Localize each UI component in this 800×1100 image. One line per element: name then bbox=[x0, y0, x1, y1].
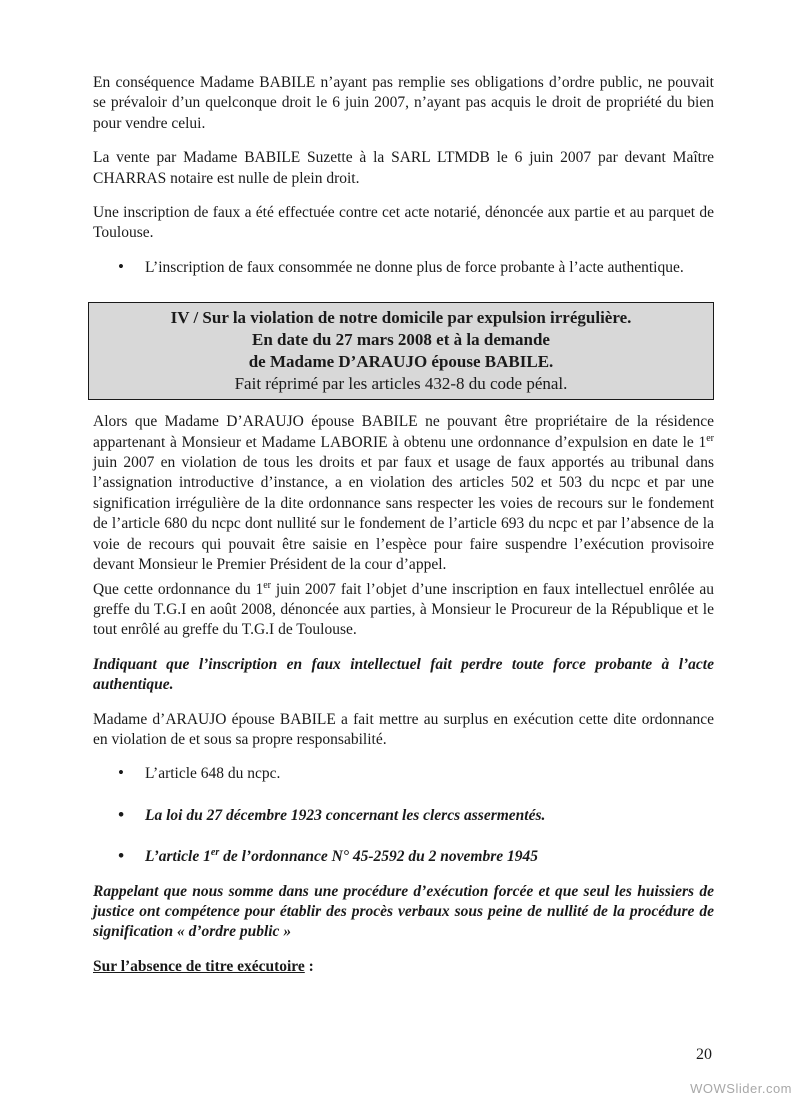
paragraph-alors-que bbox=[93, 412, 714, 575]
bullet-ordonnance-text: L’article 1 bbox=[145, 848, 211, 866]
bullet-item-ordonnance-1945 bbox=[118, 847, 714, 867]
bullet-item-force-probante: • L’inscription de faux consommée ne donne plus de force probante à l’acte authentique. bbox=[118, 258, 714, 278]
ordinal-superscript: er bbox=[706, 432, 714, 444]
section-heading-box bbox=[88, 302, 714, 400]
paragraph-madame-daraujo: Madame d’ARAUJO épouse BABILE a fait mettre au surplus en exécution cette dite ordonnance en violation de et sous sa propre responsabilité. bbox=[93, 710, 714, 748]
section-title-absence-titre bbox=[93, 957, 714, 977]
paragraph-alors-que-text-rest: juin 2007 en violation de tous les droits et par faux et usage de faux apportés au tribunal dans l’assignation introductive d’instance, a en violation des articles 502 et 503 du ncpc et par une signification irrégulière de la dite ordonnance sans respecter les voies de recours sur le fondement de l’article 680 du ncpc dont nullité sur le fondement de l’article 693 du ncpc et par l’absence de la voie de recours qui pouvait être saisie en l’espèce pour faire suspendre l’exécution provisoire devant Monsieur le Premier Président de la cour d’appel. bbox=[93, 454, 714, 574]
box-title-line-1: IV / Sur la violation de notre domicile par expulsion irrégulière. bbox=[170, 308, 632, 328]
paragraph-indiquant: Indiquant que l’inscription en faux intellectuel fait perdre toute force probante à l’acte authentique. bbox=[93, 655, 714, 694]
paragraph-vente: La vente par Madame BABILE Suzette à la SARL LTMDB le 6 juin 2007 par devant Maître CHARRAS notaire est nulle de plein droit. bbox=[93, 149, 714, 187]
bullet-item-loi-1923: • La loi du 27 décembre 1923 concernant les clercs assermentés. bbox=[118, 806, 714, 826]
section-title-underlined-text: Sur l’absence de titre exécutoire bbox=[93, 957, 305, 975]
ordinal-superscript: er bbox=[210, 847, 220, 858]
box-title-line-2: En date du 27 mars 2008 et à la demande bbox=[252, 330, 550, 350]
paragraph-que-cette-ordonnance bbox=[93, 580, 714, 641]
page-number: 20 bbox=[696, 1046, 712, 1063]
bullet-list-1 bbox=[93, 258, 714, 278]
document-body bbox=[93, 73, 714, 993]
paragraph-ordonnance-text: Que cette ordonnance du 1 bbox=[93, 580, 264, 598]
paragraph-consequence: En conséquence Madame BABILE n’ayant pas remplie ses obligations d’ordre public, ne pouvait se prévaloir d’un quelconque droit le 6 juin 2007, n’ayant pas acquis le droit de propriété du bien pour vendre celui. bbox=[93, 74, 714, 132]
paragraph-rappelant: Rappelant que nous somme dans une procédure d’exécution forcée et que seul les huissiers de justice ont compétence pour établir des procès verbaux sous peine de nullité de la procédure de signification « d’ordre public » bbox=[93, 882, 714, 941]
bullet-item-article-648: • L’article 648 du ncpc. bbox=[118, 764, 714, 784]
ordinal-superscript: er bbox=[263, 579, 272, 591]
bullet-ordonnance-text-rest: de l’ordonnance N° 45-2592 du 2 novembre 1945 bbox=[219, 848, 538, 866]
watermark-wowslider: WOWSlider.com bbox=[690, 1081, 792, 1096]
bullet-list-2 bbox=[93, 764, 714, 867]
box-title-line-3: de Madame D’ARAUJO épouse BABILE. bbox=[248, 352, 554, 372]
paragraph-alors-que-text: Alors que Madame D’ARAUJO épouse BABILE ne pouvant être propriétaire de la résidence appartenant à Monsieur et Madame LABORIE à obtenu une ordonnance d’expulsion en date le 1 bbox=[93, 413, 714, 451]
paragraph-ordonnance-text-rest: juin 2007 fait l’objet d’une inscription en faux intellectuel enrôlée au greffe du T.G.I en août 2008, dénoncée aux parties, à Monsieur le Procureur de la République et le tout enrôlé au greffe du T.G.I de Toulouse. bbox=[93, 580, 714, 639]
paragraph-inscription-faux: Une inscription de faux a été effectuée contre cet acte notarié, dénoncée aux partie et au parquet de Toulouse. bbox=[93, 204, 714, 242]
box-title-line-4: Fait réprimé par les articles 432-8 du code pénal. bbox=[234, 374, 568, 394]
section-title-colon: : bbox=[304, 957, 314, 975]
